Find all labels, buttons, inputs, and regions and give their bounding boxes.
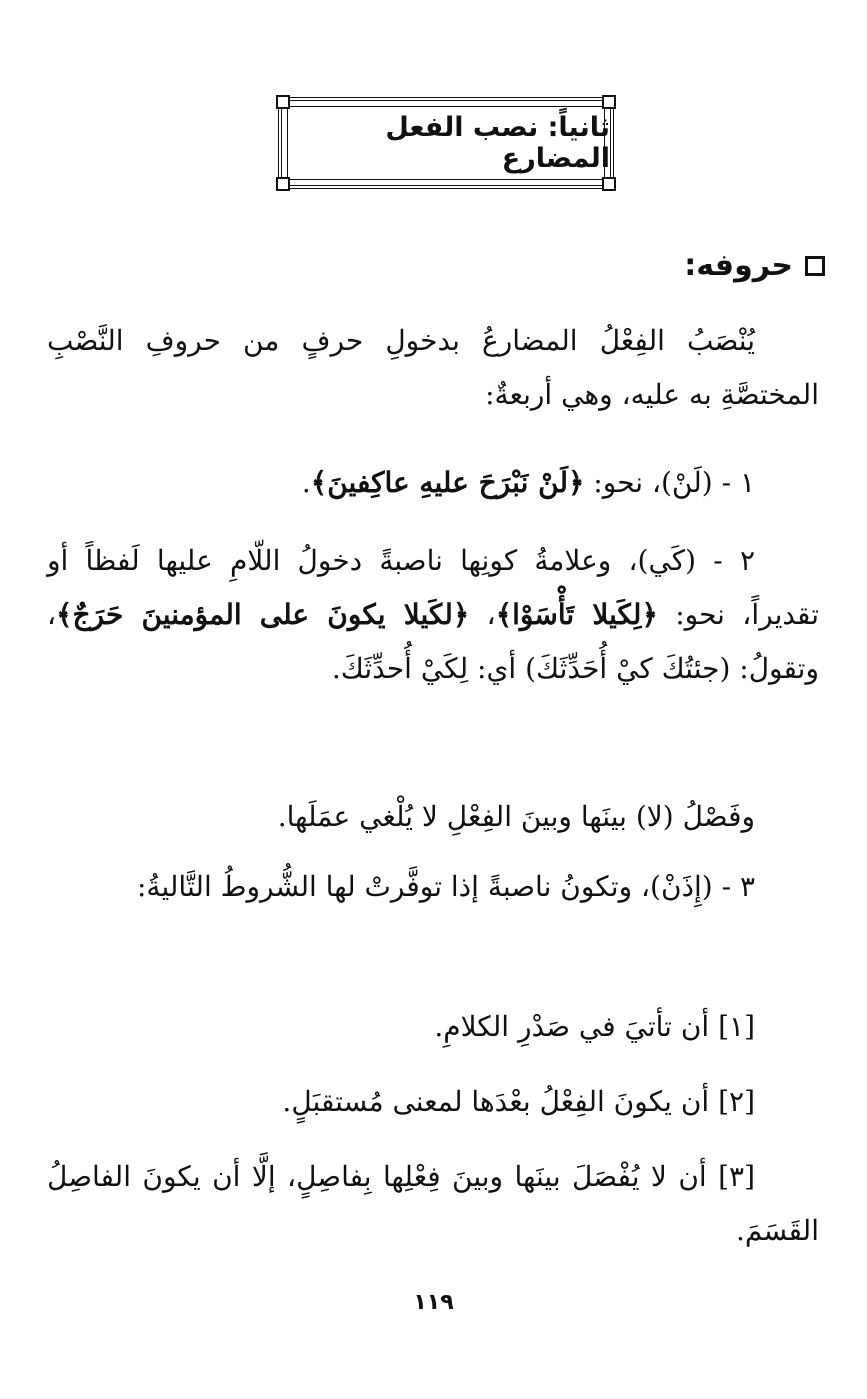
condition-1: [١] أن تأتيَ في صَدْرِ الكلامِ. <box>434 1010 755 1043</box>
page-number: ١١٩ <box>413 1290 454 1315</box>
page-title: ثانياً: نصب الفعل المضارع <box>385 112 610 174</box>
item-1-end: . <box>301 466 311 499</box>
item-2-lead: ٢ - (كَي)، وعلامةُ كونِها ناصبةً دخولُ اللّامِ عليها لَفظاً أو تقديراً، نحو: <box>47 544 820 631</box>
section-heading-label: حروفه: <box>684 248 793 283</box>
condition-2: [٢] أن يكونَ الفِعْلُ بعْدَها لمعنى مُستقبَلٍ. <box>282 1085 755 1118</box>
note-paragraph: وفَصْلُ (لا) بينَها وبينَ الفِعْلِ لا يُلْغي عمَلَها. <box>277 800 755 833</box>
square-bullet-icon <box>805 256 825 276</box>
title-frame <box>278 97 614 189</box>
item-3: ٣ - (إِذَنْ)، وتكونُ ناصبةً إذا توفَّرتْ لها الشُّروطُ التَّاليةُ: <box>137 870 755 903</box>
frame-corner <box>276 177 290 191</box>
item-2 <box>47 534 819 696</box>
frame-corner <box>602 177 616 191</box>
frame-corner <box>276 95 290 109</box>
item-1-lead: ١ - (لَنْ)، نحو: <box>584 466 755 499</box>
section-heading <box>684 248 825 283</box>
item-2-tail: ، وتقولُ: (جئتُكَ كيْ أُحَدِّثَكَ) أي: لِكَيْ أُحدِّثَكَ. <box>47 598 819 685</box>
condition-3: [٣] أن لا يُفْصَلَ بينَها وبينَ فِعْلِها بِفاصِلٍ، إلَّا أن يكونَ الفاصِلُ القَسَمَ. <box>47 1160 819 1247</box>
item-2-example-2: ﴿لكَيلا يكونَ على المؤمنينَ حَرَجٌ﴾ <box>56 598 470 631</box>
item-1 <box>47 456 819 510</box>
item-1-example: ﴿لَنْ نَبْرَحَ عليهِ عاكِفينَ﴾ <box>310 466 585 499</box>
frame-corner <box>602 95 616 109</box>
item-2-example-1: ﴿لِكَيلا تَأْسَوْا﴾ <box>495 598 658 631</box>
intro-paragraph: يُنْصَبُ الفِعْلُ المضارعُ بدخولِ حرفٍ من حروفِ النَّصْبِ المختصَّةِ به عليه، وهي أربعةٌ: <box>47 324 819 411</box>
item-2-separator: ، <box>469 598 496 631</box>
